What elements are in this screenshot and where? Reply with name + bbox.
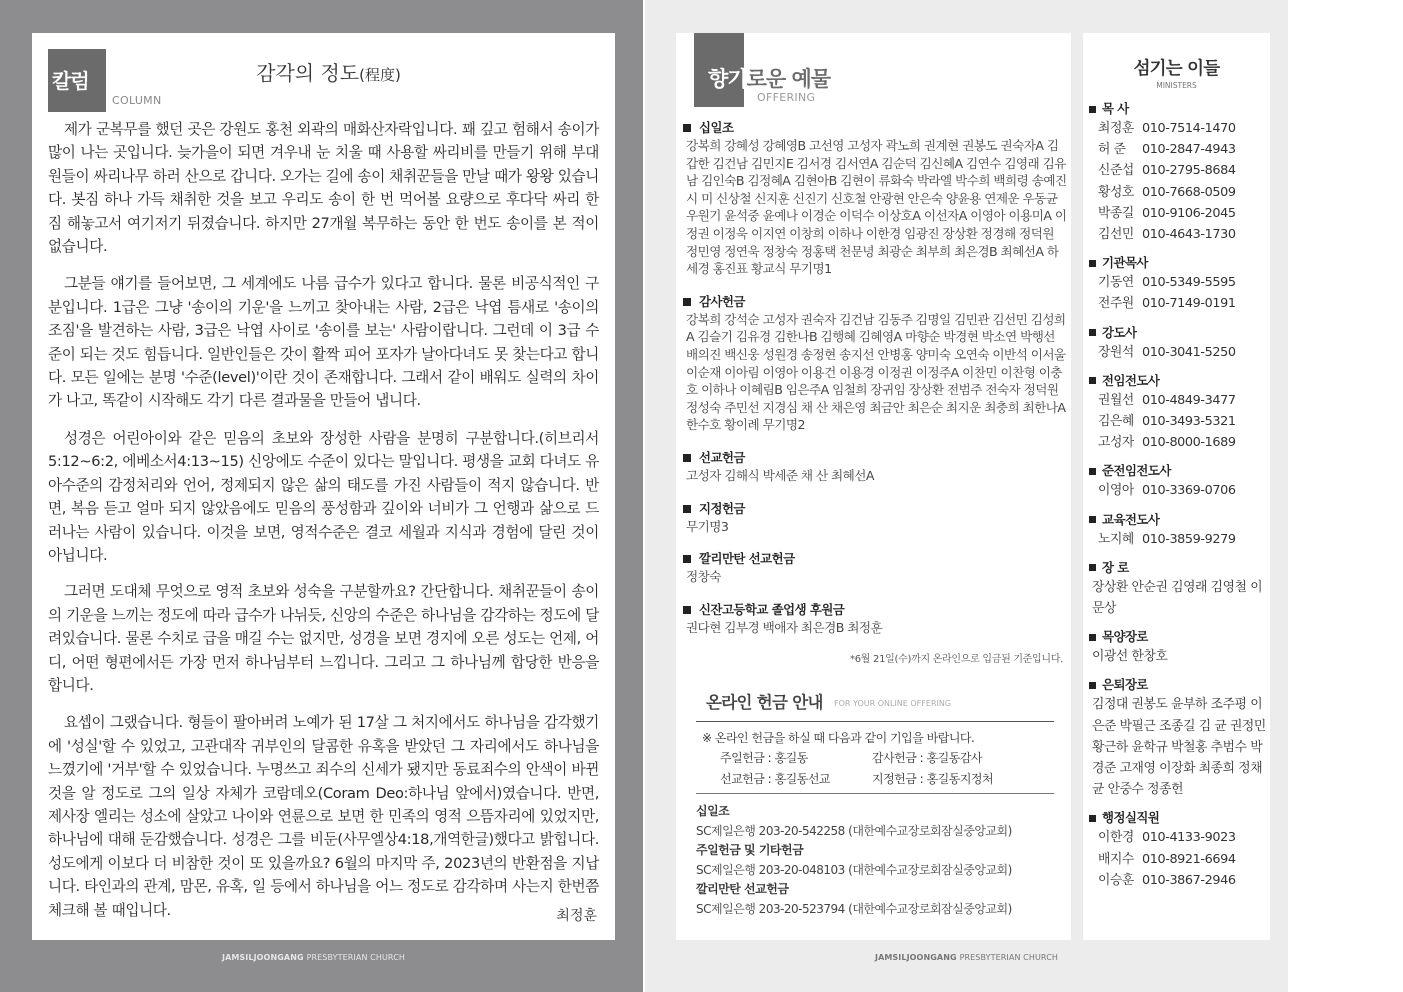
minister-row [1089, 160, 1267, 181]
column-paragraph: 요셉이 그랬습니다. 형들이 팔아버려 노예가 된 17살 그 처지에서도 하나님을 감각했기에 '성실'할 수 있었고, 고관대작 귀부인의 달콤한 유혹을 받았던 그 자리에서도 하나님을 느꼈기에 '거부'할 수 있었습니다. 누명쓰고 죄수의 신세가 됐지만 동료죄수의 안색이 바뀐 것을 알 정도로 그의 일상 자체가 코람데오(Coram Deo:하나님 앞에서)였습니다. 반면, 제사장 엘리는 성소에 살았고 나이와 연륜으로 보면 한 민족의 영적 으뜸자리에 있었지만, 하나님에 대해 둔감했습니다. 성경은 그를 비둔(사무엘상4:18,개역한글)했다고 밝힙니다. 성도에게 이보다 더 비참한 것이 또 있을까요? 6월의 마지막 주, 2023년의 반환점을 지납니다. 타인과의 관계, 맘몬, 유혹, 일 등에서 하나님을 어느 정도로 감각하며 사는지 한번쯤 체크해 볼 때입니다. [48, 714, 599, 919]
minister-row [1089, 118, 1267, 139]
ministers-group-title: 행정실직원 [1102, 810, 1160, 826]
minister-name: 허 준 [1098, 142, 1126, 158]
column-body [48, 118, 599, 936]
ministers-group [1089, 254, 1267, 314]
bullet-square-icon [683, 505, 691, 513]
offering-section [683, 550, 1067, 586]
ministers-group-header [1089, 628, 1267, 646]
ministers-group [1089, 628, 1267, 667]
divider [696, 721, 1054, 722]
footer-rest: PRESBYTERIAN CHURCH [306, 953, 405, 962]
elder-names: 장상환 안순권 김영래 김영철 이문상 [1092, 579, 1263, 617]
ministers-group [1089, 324, 1267, 363]
bank-accounts [696, 802, 1012, 919]
minister-phone: 010-7514-1470 [1142, 121, 1236, 136]
minister-name: 노지혜 [1098, 531, 1134, 547]
minister-row [1089, 432, 1267, 453]
ministers-group-header [1089, 462, 1267, 480]
column-paragraph: 그러면 도대체 무엇으로 영적 초보와 성숙을 구분할까요? 간단합니다. 채취꾼들이 송이의 기운을 느끼는 정도에 따라 급수가 나뉘듯, 신앙의 수준은 하나님을 감각하는 정도에 달려있습니다. 물론 수치로 급을 매길 수는 없지만, 성경을 보면 경지에 오른 성도는 언제, 어디, 어떤 형편에서든 가장 먼저 하나님부터 느낍니다. 그리고 그 하나님께 합당한 반응을 합니다. [48, 583, 599, 694]
minister-name: 신준섭 [1098, 163, 1134, 179]
column-paragraph: 성경은 어린아이와 같은 믿음의 초보와 장성한 사람을 분명히 구분합니다.(히브리서5:12~6:2, 에베소서4:13~15) 신앙에도 수준이 있다는 말입니다. 평생을 교회 다녀도 유아수준의 감정처리와 언어, 정제되지 않은 삶의 태도를 가진 사람들이 적지 않습니다. 반면, 복음 듣고 얼마 되지 않았음에도 믿음의 풍성함과 깊이와 너비가 그 언행과 삶으로 드러나는 사람이 있습니다. 이것을 보면, 영적수준은 결코 세월과 지식과 경험에 달린 것이 아닙니다. [48, 429, 599, 564]
ministers-group-header [1089, 559, 1267, 577]
bank-account-line: SC제일은행 203-20-523794 (대한예수교장로회잠실중앙교회) [696, 901, 1012, 916]
offering-title [708, 63, 830, 93]
minister-name: 이승훈 [1098, 872, 1134, 888]
ministers-sub: MINISTERS [1156, 81, 1197, 90]
bullet-square-icon [683, 555, 691, 563]
minister-row [1089, 203, 1267, 224]
bank-account-line: SC제일은행 203-20-048103 (대한예수교장로회잠실중앙교회) [696, 862, 1012, 877]
column-tag-sub: COLUMN [112, 94, 162, 107]
ministers-group [1089, 100, 1267, 245]
ministers-group-title: 목양장로 [1102, 629, 1148, 645]
online-offering-desc: ※ 온라인 헌금을 하실 때 다음과 같이 기입을 바랍니다. [702, 731, 975, 745]
column-paragraph: 그분들 얘기를 들어보면, 그 세계에도 나름 급수가 있다고 합니다. 물론 비공식적인 구분입니다. 1급은 그냥 '송이의 기운'을 느끼고 찾아내는 사람, 2급은 낙엽 틈새로 '송이의 조짐'을 발견하는 사람, 3급은 낙엽 사이로 '송이를 보는' 사람이랍니다. 그런데 이 3급 수준이 되는 것도 힘듭니다. 일반인들은 갓이 활짝 피어 포자가 날아다녀도 못 찾는다고 합니다. 모든 일에는 분명 '수준(level)'이란 것이 존재합니다. 그래서 같이 배워도 실력의 차이가 나고, 똑같이 시작해도 각기 다른 결과물을 만들어 냅니다. [48, 275, 599, 410]
elder-names: 이광선 한창호 [1092, 649, 1168, 665]
example-item: 주일헌금 : 홍길동 [720, 751, 808, 765]
minister-row [1089, 411, 1267, 432]
ministers-group [1089, 462, 1267, 501]
bullet-square-icon [683, 298, 691, 306]
offering-section-title: 지정헌금 [699, 500, 745, 516]
example-item: 지정헌금 : 홍길동지정처 [872, 772, 994, 786]
offering-panel [676, 33, 1071, 940]
offering-section-names: 무기명3 [686, 518, 729, 534]
example-item: 감사헌금 : 홍길동감사 [872, 751, 983, 765]
minister-row [1089, 182, 1267, 203]
minister-phone: 010-3369-0706 [1142, 483, 1236, 499]
ministers-group-title: 교육전도사 [1102, 511, 1160, 527]
minister-row [1089, 272, 1267, 293]
ministers-group [1089, 559, 1267, 619]
offering-section [683, 119, 1067, 278]
minister-phone: 010-2795-8684 [1142, 163, 1236, 179]
bullet-square-icon [1089, 260, 1096, 267]
minister-row [1089, 224, 1267, 245]
minister-row [1089, 342, 1267, 363]
ministers-group-title: 기관목사 [1102, 255, 1148, 271]
bullet-square-icon [1089, 106, 1096, 113]
minister-phone: 010-2847-4943 [1142, 142, 1236, 158]
ministers-group-header [1089, 100, 1267, 118]
minister-phone: 010-4133-9023 [1142, 830, 1236, 846]
bullet-square-icon [1089, 468, 1096, 475]
bullet-square-icon [1089, 516, 1096, 523]
column-author: 최정훈 [556, 908, 597, 924]
minister-phone: 010-9106-2045 [1142, 205, 1236, 221]
offering-note: *6월 21일(수)까지 온라인으로 입금된 기준입니다. [850, 654, 1063, 665]
bullet-square-icon [1089, 564, 1096, 571]
bullet-square-icon [1089, 634, 1096, 641]
ministers-group-header [1089, 372, 1267, 390]
offering-section [683, 601, 1067, 637]
page-margin [1288, 0, 1403, 992]
minister-phone: 010-7668-0509 [1142, 184, 1236, 200]
ministers-list [1089, 100, 1267, 900]
minister-phone: 010-3867-2946 [1142, 872, 1236, 888]
minister-row [1089, 827, 1267, 848]
minister-name: 김선민 [1098, 227, 1134, 243]
minister-row [1089, 293, 1267, 314]
footer-rest: PRESBYTERIAN CHURCH [959, 953, 1058, 962]
minister-row [1089, 849, 1267, 870]
bullet-square-icon [1089, 377, 1096, 384]
bank-account-line: SC제일은행 203-20-542258 (대한예수교장로회잠실중앙교회) [696, 823, 1012, 838]
minister-row [1089, 870, 1267, 891]
offering-section-title: 신잔고등학교 졸업생 후원금 [699, 601, 845, 617]
minister-row [1089, 480, 1267, 501]
ministers-panel [1083, 33, 1270, 940]
column-tag: 칼럼 [48, 49, 106, 112]
offering-section-names: 정창숙 [686, 569, 721, 585]
offering-section-names: 고성자 김해식 박세준 채 산 최혜선A [686, 467, 874, 483]
ministers-group [1089, 676, 1267, 800]
offering-section [683, 500, 1067, 536]
offering-section-names: 강복희 강석순 고성자 권숙자 김건남 김동주 김명일 김민관 김선민 김성희A 김슬기 김유경 김한나B 김행혜 김혜영A 마향순 박경현 박소연 박행선 배의진 백신웅 성원경 송정현 송지선 안병홍 양미숙 오연숙 이반석 이서울 이순재 이아림 이영아 이용건 이용경 이정권 이정주A 이찬민 이찬형 이충호 이하나 이혜림B 임은주A 임철희 장귀임 장상환 전범주 전숙자 정덕원 정성숙 주민선 지경심 채 산 채은영 최금안 최은순 최지운 최충희 최한나A 한수호 황이례 무기명2 [686, 311, 1066, 433]
minister-name: 배지수 [1098, 851, 1134, 867]
bank-account-label: 십일조 [696, 804, 730, 818]
ministers-group-title: 전임전도사 [1102, 372, 1160, 388]
offering-section-title: 십일조 [699, 120, 734, 135]
bullet-square-icon [1089, 329, 1096, 336]
ministers-group [1089, 372, 1267, 454]
online-offering-title: 온라인 헌금 안내 [706, 693, 823, 712]
ministers-title: 섬기는 이들 [1133, 59, 1220, 79]
online-offering-examples [720, 749, 1022, 787]
minister-row [1089, 529, 1267, 550]
offering-section [683, 293, 1067, 434]
ministers-group-header [1089, 511, 1267, 529]
bank-account-label: 깔리만탄 선교헌금 [696, 882, 789, 896]
minister-row [1089, 390, 1267, 411]
footer-bold: JAMSILJOONGANG [222, 953, 304, 962]
minister-name: 김은혜 [1098, 414, 1134, 430]
column-title [32, 57, 615, 86]
column-title-text: 감각의 정도 [256, 61, 360, 85]
offering-section-title: 감사헌금 [699, 293, 745, 309]
minister-name: 최정훈 [1098, 121, 1134, 136]
minister-name: 이영아 [1098, 483, 1134, 499]
column-panel [32, 33, 615, 940]
example-item: 선교헌금 : 홍길동선교 [720, 772, 831, 786]
ministers-group [1089, 809, 1267, 891]
minister-name: 박종길 [1098, 205, 1134, 221]
minister-name: 황성호 [1098, 184, 1134, 200]
elder-names: 김정대 권봉도 윤부하 조주평 이은준 박필근 조종길 김 균 권정민 황근하 윤학규 박철홍 추범수 박경준 고재영 이장화 최종희 정채균 안중수 정종헌 [1092, 697, 1266, 798]
bank-account-label: 주일헌금 및 기타헌금 [696, 843, 804, 857]
offering-title-tail: 로운 예물 [746, 67, 831, 91]
bullet-square-icon [1089, 815, 1096, 822]
offering-sub: OFFERING [757, 91, 816, 104]
bullet-square-icon [683, 124, 691, 132]
footer-church-name-left [222, 953, 405, 962]
column-title-hanja: (程度) [359, 66, 401, 84]
online-offering-sub: FOR YOUR ONLINE OFFERING [834, 699, 952, 708]
column-paragraph: 제가 군복무를 했던 곳은 강원도 홍천 외곽의 매화산자락입니다. 꽤 깊고 험해서 송이가 많이 나는 곳입니다. 늦가을이 되면 겨우내 눈 치울 때 사용할 싸리비를 만들기 위해 부대원들이 싸리나무 하러 산으로 갑니다. 오가는 길에 송이 채취꾼들을 만날 때가 왕왕 있습니다. 봇짐 하나 가득 채취한 것을 보고 우리도 송이 한 번 먹어볼 요량으로 후다닥 싸리 한 짐 해놓고서 여기저기 뒤졌습니다. 하지만 27개월 복무하는 동안 한 번도 송이를 본 적이 없습니다. [48, 121, 599, 256]
ministers-group-header [1089, 254, 1267, 272]
minister-phone: 010-8000-1689 [1142, 435, 1236, 451]
offering-section-names: 강복희 강혜성 강혜영B 고선영 고성자 곽노희 권계현 권봉도 권숙자A 김갑한 김건남 김민지E 김서경 김서연A 김순덕 김신혜A 김연수 김영래 김유남 김인숙B 김정혜A 김현아B 김현이 류화숙 박라엘 박수희 백희령 송예진 시 미 신상철 신지훈 신진기 신호철 안광현 안은숙 양윤용 연제운 우동균 우원기 윤석중 윤예나 이경순 이덕수 이상호A 이선자A 이영아 이용미A 이정권 이정욱 이지연 이창희 이하나 이한경 임광진 장상환 정경해 정덕원 정민영 정연욱 정창숙 정홍택 천문녕 최광순 최부희 최은경B 최혜선A 하세경 홍진표 황교식 무기명1 [686, 138, 1067, 277]
ministers-group [1089, 511, 1267, 550]
minister-name: 기동연 [1098, 275, 1134, 291]
minister-phone: 010-3859-9279 [1142, 531, 1236, 547]
minister-name: 전주원 [1098, 296, 1134, 312]
footer-church-name-right [875, 953, 1058, 962]
minister-phone: 010-4643-1730 [1142, 227, 1236, 243]
minister-name: 고성자 [1098, 435, 1134, 451]
minister-phone: 010-8921-6694 [1142, 851, 1236, 867]
bullet-square-icon [683, 454, 691, 462]
minister-phone: 010-3041-5250 [1142, 344, 1236, 360]
minister-phone: 010-3493-5321 [1142, 414, 1236, 430]
offering-title-head: 향기 [708, 67, 747, 91]
offering-sections [683, 119, 1067, 651]
offering-section-title: 선교헌금 [699, 449, 745, 465]
ministers-group-title: 목 사 [1102, 101, 1129, 116]
ministers-group-title: 준전임전도사 [1102, 463, 1171, 479]
minister-row [1089, 139, 1267, 160]
offering-section [683, 449, 1067, 485]
minister-name: 장원석 [1098, 344, 1134, 360]
minister-name: 권월선 [1098, 392, 1134, 408]
bullet-square-icon [1089, 682, 1096, 689]
ministers-group-header [1089, 676, 1267, 694]
minister-name: 이한경 [1098, 830, 1134, 846]
ministers-group-title: 장 로 [1102, 559, 1129, 575]
ministers-group-title: 강도사 [1102, 324, 1137, 340]
footer-bold: JAMSILJOONGANG [875, 953, 957, 962]
ministers-group-header [1089, 809, 1267, 827]
minister-phone: 010-4849-3477 [1142, 392, 1236, 408]
minister-phone: 010-5349-5595 [1142, 275, 1236, 291]
offering-section-names: 권다현 김부경 백애자 최은경B 최정훈 [686, 619, 883, 635]
ministers-group-header [1089, 324, 1267, 342]
minister-phone: 010-7149-0191 [1142, 296, 1236, 312]
offering-section-title: 깔리만탄 선교헌금 [699, 551, 795, 567]
ministers-group-title: 은퇴장로 [1102, 677, 1148, 693]
bullet-square-icon [683, 606, 691, 614]
divider [696, 793, 1054, 794]
